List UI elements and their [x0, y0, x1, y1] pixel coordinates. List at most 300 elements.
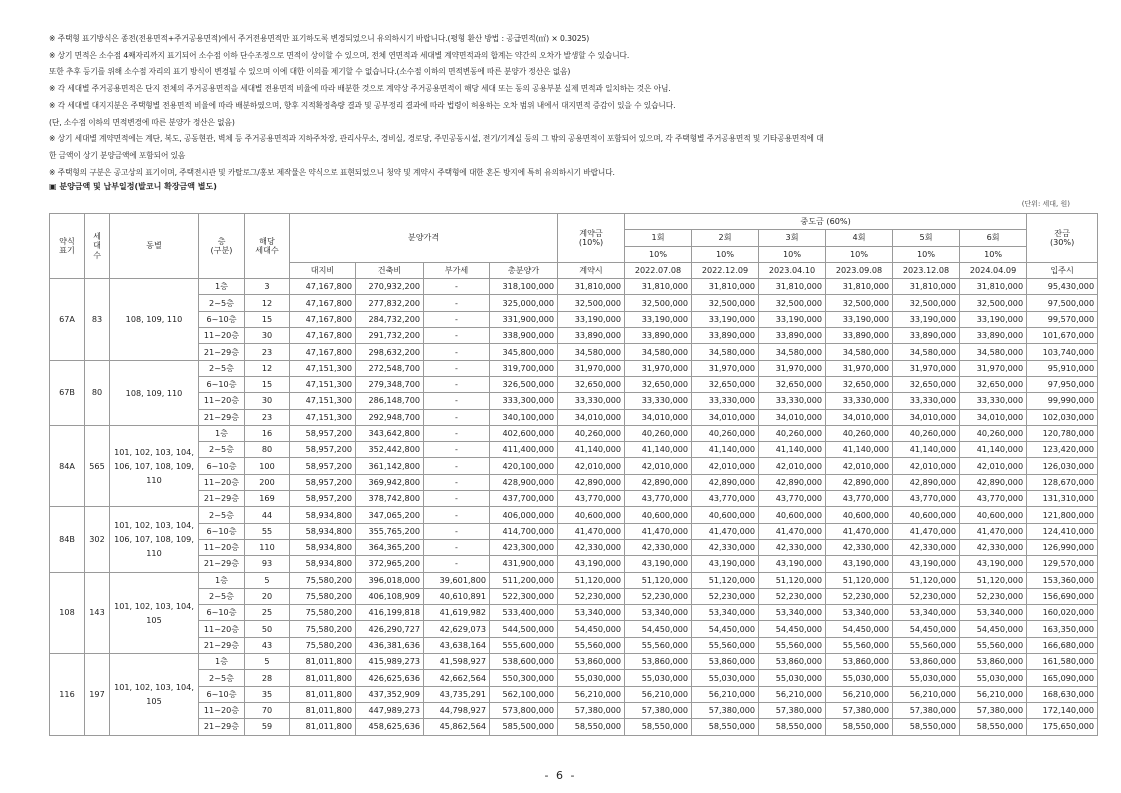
vat-cell: 45,862,564	[424, 719, 490, 735]
floor-cell: 2~5층	[199, 360, 245, 376]
balance-cell: 101,670,000	[1027, 328, 1098, 344]
deposit-cell: 42,330,000	[558, 539, 625, 555]
table-row	[50, 279, 1098, 295]
middle-payment-cell: 32,650,000	[893, 376, 960, 392]
middle-payment-cell: 33,330,000	[893, 393, 960, 409]
middle-payment-cell: 33,330,000	[960, 393, 1027, 409]
table-row	[50, 637, 1098, 653]
middle-payment-cell: 32,650,000	[692, 376, 759, 392]
section-title: ▣ 분양금액 및 납부일정(발코니 확장금액 별도)	[49, 182, 217, 191]
deposit-cell: 32,500,000	[558, 295, 625, 311]
table-row	[50, 523, 1098, 539]
middle-payment-cell: 33,890,000	[826, 328, 893, 344]
price-table	[49, 213, 1098, 736]
land-cost-cell: 47,167,800	[290, 328, 356, 344]
table-row	[50, 572, 1098, 588]
land-cost-cell: 47,167,800	[290, 295, 356, 311]
middle-payment-cell: 57,380,000	[960, 702, 1027, 718]
total-price-cell: 331,900,000	[490, 311, 558, 327]
middle-payment-cell: 43,190,000	[759, 556, 826, 572]
middle-payment-cell: 32,500,000	[625, 295, 692, 311]
middle-payment-cell: 42,330,000	[893, 539, 960, 555]
land-cost-cell: 58,957,200	[290, 491, 356, 507]
building-cost-cell: 347,065,200	[356, 507, 424, 523]
header-round-percent: 10%	[625, 246, 692, 262]
floor-cell: 21~29층	[199, 409, 245, 425]
vat-cell: -	[424, 442, 490, 458]
floor-cell: 6~10층	[199, 376, 245, 392]
floor-cell: 11~20층	[199, 539, 245, 555]
header-count: 해당 세대수	[245, 214, 290, 279]
building-cost-cell: 426,290,727	[356, 621, 424, 637]
header-price: 분양가격	[290, 214, 558, 263]
middle-payment-cell: 43,770,000	[960, 491, 1027, 507]
table-row	[50, 702, 1098, 718]
deposit-cell: 40,260,000	[558, 425, 625, 441]
middle-payment-cell: 34,580,000	[759, 344, 826, 360]
count-cell: 70	[245, 702, 290, 718]
land-cost-cell: 47,167,800	[290, 279, 356, 295]
land-cost-cell: 81,011,800	[290, 719, 356, 735]
middle-payment-cell: 56,210,000	[826, 686, 893, 702]
deposit-cell: 57,380,000	[558, 702, 625, 718]
middle-payment-cell: 33,890,000	[759, 328, 826, 344]
balance-cell: 126,030,000	[1027, 458, 1098, 474]
total-price-cell: 325,000,000	[490, 295, 558, 311]
header-round-percent: 10%	[692, 246, 759, 262]
middle-payment-cell: 43,770,000	[692, 491, 759, 507]
vat-cell: -	[424, 393, 490, 409]
middle-payment-cell: 51,120,000	[692, 572, 759, 588]
table-row	[50, 719, 1098, 735]
floor-cell: 11~20층	[199, 621, 245, 637]
total-price-cell: 533,400,000	[490, 605, 558, 621]
land-cost-cell: 47,151,300	[290, 409, 356, 425]
balance-cell: 172,140,000	[1027, 702, 1098, 718]
header-date: 2024.04.09	[960, 262, 1027, 278]
middle-payment-cell: 31,970,000	[893, 360, 960, 376]
middle-payment-cell: 42,010,000	[826, 458, 893, 474]
note-line: ※ 주택형의 구분은 공고상의 표기이며, 주택전시관 및 카탈로그/홍보 제작물은 약식으로 표현되었으니 청약 및 계약시 주택형에 대한 혼돈 방지에 특히 유의하시기 바랍니다.	[49, 167, 615, 177]
middle-payment-cell: 41,140,000	[759, 442, 826, 458]
header-units: 세 대 수	[85, 214, 110, 279]
header-round-percent: 10%	[893, 246, 960, 262]
balance-cell: 124,410,000	[1027, 523, 1098, 539]
count-cell: 20	[245, 588, 290, 604]
header-round: 5회	[893, 230, 960, 246]
count-cell: 93	[245, 556, 290, 572]
building-cost-cell: 369,942,800	[356, 474, 424, 490]
table-row	[50, 328, 1098, 344]
table-row	[50, 621, 1098, 637]
middle-payment-cell: 58,550,000	[692, 719, 759, 735]
middle-payment-cell: 34,580,000	[893, 344, 960, 360]
table-row	[50, 393, 1098, 409]
land-cost-cell: 47,151,300	[290, 393, 356, 409]
vat-cell: -	[424, 360, 490, 376]
middle-payment-cell: 53,860,000	[759, 654, 826, 670]
middle-payment-cell: 40,600,000	[960, 507, 1027, 523]
balance-cell: 95,430,000	[1027, 279, 1098, 295]
vat-cell: -	[424, 311, 490, 327]
middle-payment-cell: 52,230,000	[960, 588, 1027, 604]
middle-payment-cell: 56,210,000	[960, 686, 1027, 702]
count-cell: 23	[245, 344, 290, 360]
units-cell: 143	[85, 572, 110, 653]
total-price-cell: 345,800,000	[490, 344, 558, 360]
unit-label: (단위: 세대, 원)	[1021, 200, 1070, 208]
units-cell: 83	[85, 279, 110, 360]
building-cost-cell: 378,742,800	[356, 491, 424, 507]
land-cost-cell: 58,934,800	[290, 539, 356, 555]
balance-cell: 99,990,000	[1027, 393, 1098, 409]
building-cost-cell: 415,989,273	[356, 654, 424, 670]
table-row	[50, 654, 1098, 670]
middle-payment-cell: 33,190,000	[826, 311, 893, 327]
balance-cell: 128,670,000	[1027, 474, 1098, 490]
deposit-cell: 56,210,000	[558, 686, 625, 702]
building-cell: 108, 109, 110	[110, 279, 199, 360]
middle-payment-cell: 55,560,000	[826, 637, 893, 653]
middle-payment-cell: 43,190,000	[893, 556, 960, 572]
middle-payment-cell: 53,340,000	[692, 605, 759, 621]
count-cell: 44	[245, 507, 290, 523]
table-row	[50, 605, 1098, 621]
land-cost-cell: 58,934,800	[290, 523, 356, 539]
header-round: 2회	[692, 230, 759, 246]
total-price-cell: 318,100,000	[490, 279, 558, 295]
count-cell: 43	[245, 637, 290, 653]
building-cost-cell: 458,625,636	[356, 719, 424, 735]
middle-payment-cell: 31,810,000	[893, 279, 960, 295]
count-cell: 200	[245, 474, 290, 490]
header-building-cost: 건축비	[356, 262, 424, 278]
middle-payment-cell: 43,770,000	[759, 491, 826, 507]
middle-payment-cell: 57,380,000	[759, 702, 826, 718]
floor-cell: 2~5층	[199, 588, 245, 604]
deposit-cell: 54,450,000	[558, 621, 625, 637]
table-row	[50, 474, 1098, 490]
units-cell: 197	[85, 654, 110, 735]
middle-payment-cell: 57,380,000	[826, 702, 893, 718]
middle-payment-cell: 34,010,000	[893, 409, 960, 425]
building-cost-cell: 286,148,700	[356, 393, 424, 409]
total-price-cell: 522,300,000	[490, 588, 558, 604]
land-cost-cell: 81,011,800	[290, 686, 356, 702]
land-cost-cell: 58,957,200	[290, 474, 356, 490]
middle-payment-cell: 41,470,000	[826, 523, 893, 539]
total-price-cell: 319,700,000	[490, 360, 558, 376]
building-cost-cell: 426,625,636	[356, 670, 424, 686]
middle-payment-cell: 55,030,000	[826, 670, 893, 686]
middle-payment-cell: 54,450,000	[692, 621, 759, 637]
type-cell: 67A	[50, 279, 85, 360]
middle-payment-cell: 42,330,000	[625, 539, 692, 555]
deposit-cell: 33,330,000	[558, 393, 625, 409]
middle-payment-cell: 52,230,000	[692, 588, 759, 604]
middle-payment-cell: 33,330,000	[826, 393, 893, 409]
land-cost-cell: 75,580,200	[290, 572, 356, 588]
middle-payment-cell: 41,470,000	[893, 523, 960, 539]
middle-payment-cell: 58,550,000	[960, 719, 1027, 735]
total-price-cell: 423,300,000	[490, 539, 558, 555]
middle-payment-cell: 34,580,000	[692, 344, 759, 360]
deposit-cell: 41,140,000	[558, 442, 625, 458]
header-round: 1회	[625, 230, 692, 246]
floor-cell: 1층	[199, 572, 245, 588]
vat-cell: -	[424, 539, 490, 555]
middle-payment-cell: 58,550,000	[893, 719, 960, 735]
middle-payment-cell: 55,560,000	[893, 637, 960, 653]
balance-cell: 123,420,000	[1027, 442, 1098, 458]
vat-cell: 39,601,800	[424, 572, 490, 588]
header-balance: 잔금 (30%)	[1027, 214, 1098, 263]
land-cost-cell: 58,957,200	[290, 425, 356, 441]
header-date: 2023.12.08	[893, 262, 960, 278]
middle-payment-cell: 33,190,000	[692, 311, 759, 327]
deposit-cell: 41,470,000	[558, 523, 625, 539]
middle-payment-cell: 34,010,000	[759, 409, 826, 425]
count-cell: 30	[245, 328, 290, 344]
middle-payment-cell: 31,810,000	[692, 279, 759, 295]
middle-payment-cell: 43,770,000	[625, 491, 692, 507]
balance-cell: 102,030,000	[1027, 409, 1098, 425]
note-line: ※ 상기 세대별 계약면적에는 계단, 복도, 공동현관, 벽체 등 주거공용면적과 지하주차장, 관리사무소, 경비실, 경로당, 주민공동시설, 전기/기계실 등의 그 밖의 공용면적이 포함되어 있으며, 각 주택형별 주거공용면적 및 기타공용면적에 대	[49, 134, 824, 144]
balance-cell: 103,740,000	[1027, 344, 1098, 360]
count-cell: 3	[245, 279, 290, 295]
total-price-cell: 538,600,000	[490, 654, 558, 670]
middle-payment-cell: 32,500,000	[960, 295, 1027, 311]
land-cost-cell: 81,011,800	[290, 654, 356, 670]
building-cost-cell: 352,442,800	[356, 442, 424, 458]
building-cell: 101, 102, 103, 104, 105	[110, 572, 199, 653]
table-row	[50, 295, 1098, 311]
middle-payment-cell: 42,890,000	[759, 474, 826, 490]
floor-cell: 6~10층	[199, 686, 245, 702]
units-cell: 565	[85, 425, 110, 506]
count-cell: 50	[245, 621, 290, 637]
land-cost-cell: 58,934,800	[290, 507, 356, 523]
middle-payment-cell: 43,190,000	[625, 556, 692, 572]
vat-cell: -	[424, 295, 490, 311]
vat-cell: 40,610,891	[424, 588, 490, 604]
header-floor: 층 (구분)	[199, 214, 245, 279]
middle-payment-cell: 56,210,000	[625, 686, 692, 702]
type-cell: 67B	[50, 360, 85, 425]
balance-cell: 95,910,000	[1027, 360, 1098, 376]
middle-payment-cell: 42,890,000	[960, 474, 1027, 490]
land-cost-cell: 47,167,800	[290, 344, 356, 360]
floor-cell: 11~20층	[199, 393, 245, 409]
total-price-cell: 420,100,000	[490, 458, 558, 474]
middle-payment-cell: 42,010,000	[893, 458, 960, 474]
building-cost-cell: 284,732,200	[356, 311, 424, 327]
building-cost-cell: 436,381,636	[356, 637, 424, 653]
count-cell: 25	[245, 605, 290, 621]
middle-payment-cell: 42,330,000	[826, 539, 893, 555]
count-cell: 80	[245, 442, 290, 458]
header-date: 2023.04.10	[759, 262, 826, 278]
middle-payment-cell: 53,860,000	[893, 654, 960, 670]
middle-payment-cell: 34,010,000	[625, 409, 692, 425]
building-cost-cell: 447,989,273	[356, 702, 424, 718]
count-cell: 30	[245, 393, 290, 409]
balance-cell: 99,570,000	[1027, 311, 1098, 327]
vat-cell: 43,638,164	[424, 637, 490, 653]
building-cost-cell: 396,018,000	[356, 572, 424, 588]
balance-cell: 165,090,000	[1027, 670, 1098, 686]
building-cost-cell: 372,965,200	[356, 556, 424, 572]
vat-cell: 44,798,927	[424, 702, 490, 718]
middle-payment-cell: 56,210,000	[893, 686, 960, 702]
middle-payment-cell: 33,190,000	[625, 311, 692, 327]
vat-cell: -	[424, 523, 490, 539]
middle-payment-cell: 58,550,000	[625, 719, 692, 735]
deposit-cell: 33,890,000	[558, 328, 625, 344]
land-cost-cell: 58,957,200	[290, 458, 356, 474]
header-middle: 중도금 (60%)	[625, 214, 1027, 230]
floor-cell: 21~29층	[199, 719, 245, 735]
note-line: ※ 각 세대별 대지지분은 주택형별 전용면적 비율에 따라 배분하였으며, 향후 지적확정측량 결과 및 공부정리 결과에 따라 법령이 허용하는 오차 범위 내에서 대지면적 증감이 있을 수 있습니다.	[49, 100, 676, 110]
header-round-percent: 10%	[759, 246, 826, 262]
vat-cell: -	[424, 425, 490, 441]
header-type: 약식 표기	[50, 214, 85, 279]
middle-payment-cell: 52,230,000	[893, 588, 960, 604]
total-price-cell: 338,900,000	[490, 328, 558, 344]
middle-payment-cell: 53,340,000	[625, 605, 692, 621]
middle-payment-cell: 42,890,000	[826, 474, 893, 490]
count-cell: 16	[245, 425, 290, 441]
vat-cell: -	[424, 491, 490, 507]
header-round: 6회	[960, 230, 1027, 246]
middle-payment-cell: 32,650,000	[759, 376, 826, 392]
vat-cell: -	[424, 376, 490, 392]
count-cell: 59	[245, 719, 290, 735]
floor-cell: 6~10층	[199, 311, 245, 327]
middle-payment-cell: 33,190,000	[893, 311, 960, 327]
building-cost-cell: 364,365,200	[356, 539, 424, 555]
land-cost-cell: 81,011,800	[290, 670, 356, 686]
middle-payment-cell: 53,860,000	[826, 654, 893, 670]
header-vat: 부가세	[424, 262, 490, 278]
deposit-cell: 34,010,000	[558, 409, 625, 425]
vat-cell: 43,735,291	[424, 686, 490, 702]
balance-cell: 161,580,000	[1027, 654, 1098, 670]
total-price-cell: 437,700,000	[490, 491, 558, 507]
balance-cell: 175,650,000	[1027, 719, 1098, 735]
middle-payment-cell: 55,030,000	[625, 670, 692, 686]
middle-payment-cell: 42,010,000	[960, 458, 1027, 474]
middle-payment-cell: 54,450,000	[826, 621, 893, 637]
middle-payment-cell: 34,010,000	[692, 409, 759, 425]
middle-payment-cell: 54,450,000	[893, 621, 960, 637]
middle-payment-cell: 34,580,000	[960, 344, 1027, 360]
table-row	[50, 556, 1098, 572]
deposit-cell: 55,560,000	[558, 637, 625, 653]
middle-payment-cell: 32,500,000	[826, 295, 893, 311]
deposit-cell: 34,580,000	[558, 344, 625, 360]
total-price-cell: 585,500,000	[490, 719, 558, 735]
middle-payment-cell: 52,230,000	[826, 588, 893, 604]
middle-payment-cell: 33,190,000	[759, 311, 826, 327]
middle-payment-cell: 55,030,000	[692, 670, 759, 686]
deposit-cell: 51,120,000	[558, 572, 625, 588]
header-building: 동별	[110, 214, 199, 279]
count-cell: 28	[245, 670, 290, 686]
middle-payment-cell: 31,970,000	[960, 360, 1027, 376]
middle-payment-cell: 34,010,000	[960, 409, 1027, 425]
middle-payment-cell: 33,190,000	[960, 311, 1027, 327]
total-price-cell: 511,200,000	[490, 572, 558, 588]
middle-payment-cell: 54,450,000	[625, 621, 692, 637]
vat-cell: -	[424, 344, 490, 360]
middle-payment-cell: 52,230,000	[759, 588, 826, 604]
balance-cell: 168,630,000	[1027, 686, 1098, 702]
table-row	[50, 507, 1098, 523]
middle-payment-cell: 41,140,000	[625, 442, 692, 458]
deposit-cell: 42,890,000	[558, 474, 625, 490]
middle-payment-cell: 57,380,000	[692, 702, 759, 718]
middle-payment-cell: 57,380,000	[893, 702, 960, 718]
table-row	[50, 442, 1098, 458]
balance-cell: 153,360,000	[1027, 572, 1098, 588]
middle-payment-cell: 33,330,000	[692, 393, 759, 409]
note-line: ※ 각 세대별 주거공용면적은 단지 전체의 주거공용면적을 세대별 전용면적 비율에 따라 배분한 것으로 계약상 주거공용면적이 해당 세대 또는 동의 공용부분 실제 면적과 일치하는 것은 아님.	[49, 84, 671, 94]
count-cell: 12	[245, 295, 290, 311]
building-cost-cell: 277,832,200	[356, 295, 424, 311]
middle-payment-cell: 33,890,000	[960, 328, 1027, 344]
middle-payment-cell: 40,260,000	[826, 425, 893, 441]
deposit-cell: 43,770,000	[558, 491, 625, 507]
vat-cell: 42,629,073	[424, 621, 490, 637]
middle-payment-cell: 53,340,000	[893, 605, 960, 621]
total-price-cell: 550,300,000	[490, 670, 558, 686]
floor-cell: 2~5층	[199, 442, 245, 458]
land-cost-cell: 47,151,300	[290, 360, 356, 376]
units-cell: 80	[85, 360, 110, 425]
deposit-cell: 40,600,000	[558, 507, 625, 523]
middle-payment-cell: 32,650,000	[625, 376, 692, 392]
middle-payment-cell: 55,560,000	[625, 637, 692, 653]
total-price-cell: 414,700,000	[490, 523, 558, 539]
floor-cell: 21~29층	[199, 556, 245, 572]
middle-payment-cell: 33,890,000	[692, 328, 759, 344]
building-cost-cell: 292,948,700	[356, 409, 424, 425]
building-cost-cell: 272,548,700	[356, 360, 424, 376]
type-cell: 84B	[50, 507, 85, 572]
middle-payment-cell: 40,260,000	[759, 425, 826, 441]
middle-payment-cell: 31,970,000	[692, 360, 759, 376]
land-cost-cell: 58,957,200	[290, 442, 356, 458]
middle-payment-cell: 42,010,000	[625, 458, 692, 474]
count-cell: 15	[245, 376, 290, 392]
building-cost-cell: 406,108,909	[356, 588, 424, 604]
header-date: 2022.07.08	[625, 262, 692, 278]
middle-payment-cell: 51,120,000	[759, 572, 826, 588]
header-total: 총분양가	[490, 262, 558, 278]
building-cost-cell: 355,765,200	[356, 523, 424, 539]
type-cell: 108	[50, 572, 85, 653]
middle-payment-cell: 40,600,000	[893, 507, 960, 523]
middle-payment-cell: 55,560,000	[960, 637, 1027, 653]
floor-cell: 2~5층	[199, 670, 245, 686]
land-cost-cell: 58,934,800	[290, 556, 356, 572]
floor-cell: 6~10층	[199, 605, 245, 621]
middle-payment-cell: 42,890,000	[625, 474, 692, 490]
balance-cell: 129,570,000	[1027, 556, 1098, 572]
land-cost-cell: 81,011,800	[290, 702, 356, 718]
middle-payment-cell: 34,580,000	[625, 344, 692, 360]
